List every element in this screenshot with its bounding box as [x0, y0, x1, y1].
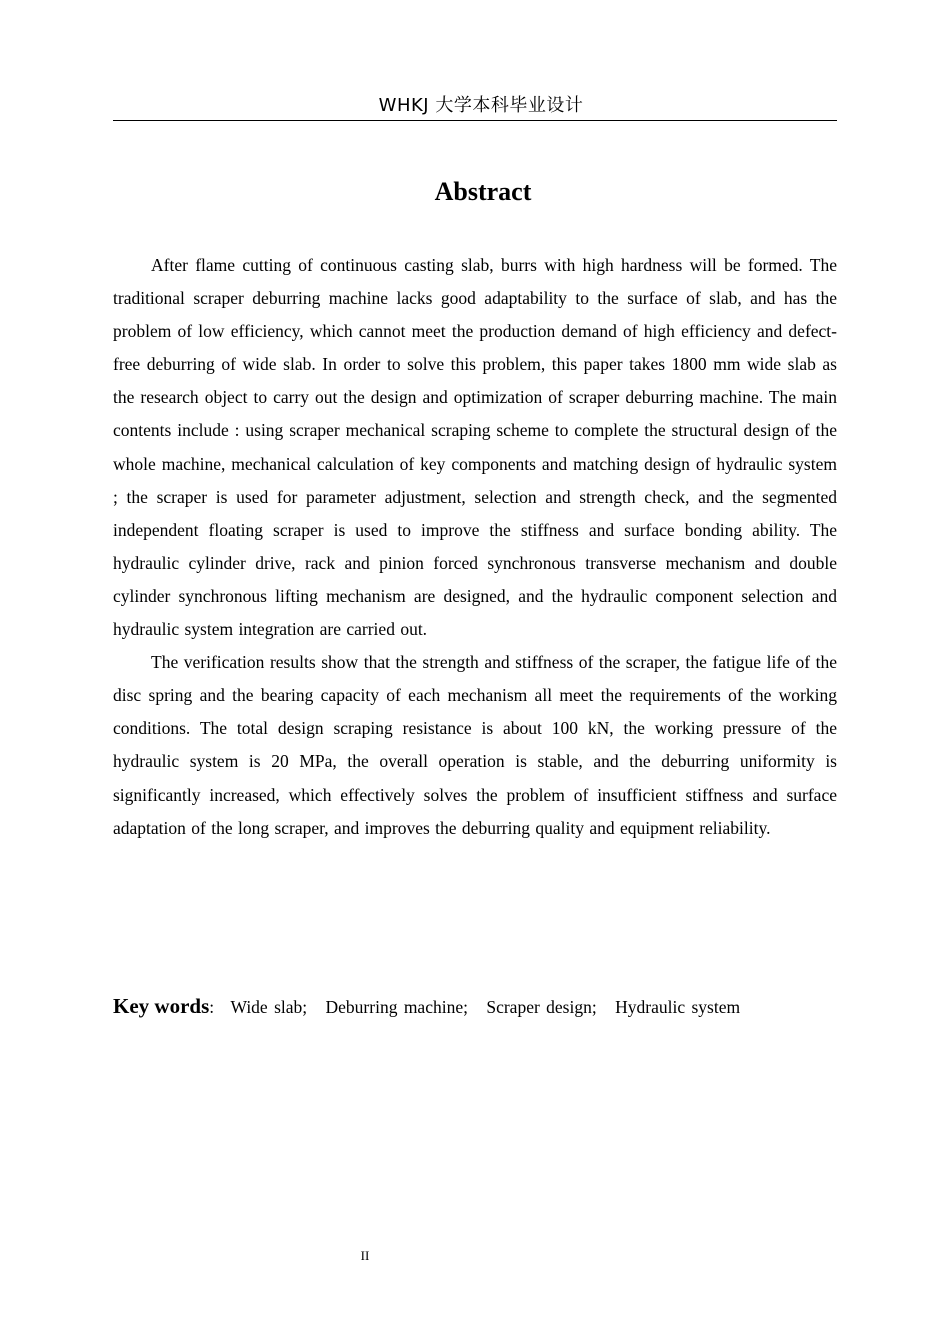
abstract-paragraph-1: After flame cutting of continuous casting slab, burrs with high hardness will be formed. The traditional scraper deburring machine lacks good adaptability to the surface of slab, and has the problem of low efficiency, which cannot meet the production demand of high efficiency and defect-free deburring of wide slab. In order to solve this problem, this paper takes 1800 mm wide slab as the research object to carry out the design and optimization of scraper deburring machine. The main contents include : using scraper mechanical scraping scheme to complete the structural design of the whole machine, mechanical calculation of key components and matching design of hydraulic system ; the scraper is used for parameter adjustment, selection and strength check, and the segmented independent floating scraper is used to improve the stiffness and surface bonding ability. The hydraulic cylinder drive, rack and pinion forced synchronous transverse mechanism and double cylinder synchronous lifting mechanism are designed, and the hydraulic component selection and hydraulic system integration are carried out.: [113, 255, 837, 640]
keyword-separator: ;: [302, 997, 308, 1017]
abstract-body: [113, 249, 837, 845]
keyword-separator: ;: [591, 997, 597, 1017]
keywords-colon: :: [209, 997, 215, 1017]
keyword-item: Scraper design: [486, 997, 592, 1017]
keyword-separator: ;: [463, 997, 468, 1017]
keyword-item: Deburring machine: [325, 997, 464, 1017]
header-text: WHKJ 大学本科毕业设计: [378, 95, 584, 116]
page-number: II: [360, 1248, 370, 1263]
keyword-item: Hydraulic system: [615, 997, 741, 1017]
keywords-label: Key words: [113, 994, 210, 1018]
abstract-paragraph-2: The verification results show that the strength and stiffness of the scraper, the fatigue life of the disc spring and the bearing capacity of each mechanism all meet the requirements of the working conditions. The total design scraping resistance is about 100 kN, the working pressure of the hydraulic system is 20 MPa, the overall operation is stable, and the deburring uniformity is significantly increased, which effectively solves the problem of insufficient stiffness and surface adaptation of the long scraper, and improves the deburring quality and equipment reliability.: [113, 652, 837, 838]
page-title: Abstract: [434, 177, 532, 206]
keyword-item: Wide slab: [230, 997, 303, 1017]
keywords-line: [113, 990, 837, 1023]
running-header: [113, 92, 837, 121]
